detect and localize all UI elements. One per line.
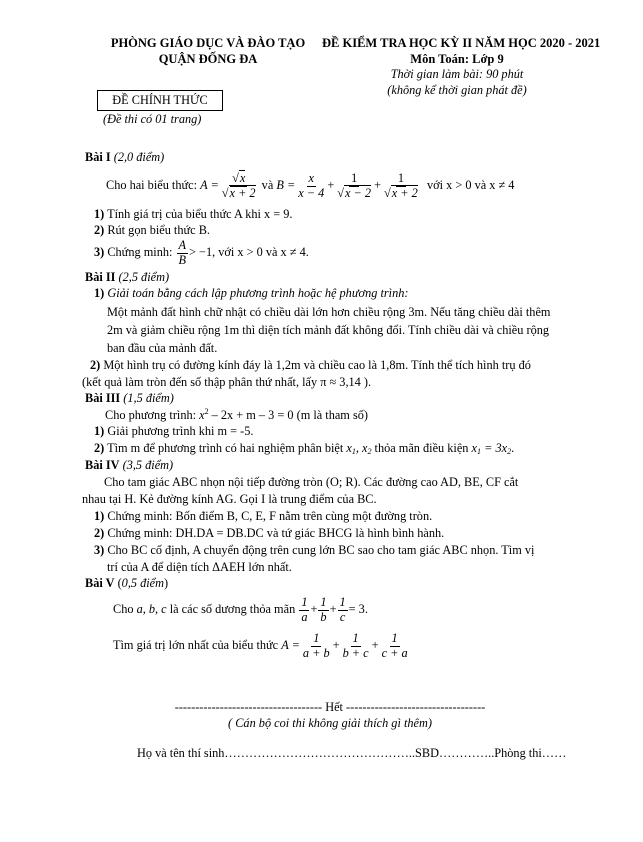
bai4-q3-line2: trí của A để diện tích ΔAEH lớn nhất. bbox=[107, 560, 292, 574]
exam-duration-note: (không kể thời gian phát đề) bbox=[387, 82, 527, 97]
bai3-q1 bbox=[94, 424, 253, 439]
bai4-q2 bbox=[94, 526, 444, 541]
expr-b-frac2: $\frac{1}{√x - 2}$ bbox=[337, 170, 372, 200]
expr-b-f2-num: 1 bbox=[351, 170, 358, 185]
bai3-q2 bbox=[94, 441, 514, 457]
expr-b-frac1 bbox=[296, 172, 326, 200]
frac-num: 1 bbox=[313, 630, 320, 645]
bai3-heading bbox=[85, 391, 174, 406]
frac-1-c bbox=[338, 596, 348, 624]
q-text: Giải toán bằng cách lập phương trình hoặc hệ phương trình: bbox=[107, 286, 409, 300]
root-condition: $x_1 = 3x_2$ bbox=[471, 441, 512, 456]
frac-a-b bbox=[301, 632, 332, 660]
q-number: 2) bbox=[94, 526, 105, 540]
q-text: Cho phương trình: bbox=[105, 408, 197, 422]
q-text: Cho BC cố định, A chuyển động trên cung lớn BC sao cho tam giác ABC nhọn. Tìm vị bbox=[107, 543, 535, 557]
frac-1-b bbox=[318, 596, 328, 624]
q-text: Giải phương trình khi m = -5. bbox=[107, 424, 254, 438]
expr-lhs: A = bbox=[281, 638, 300, 653]
frac-num: 1 bbox=[391, 630, 398, 645]
department-line1: PHÒNG GIÁO DỤC VÀ ĐÀO TẠO bbox=[110, 36, 306, 50]
frac-1-a bbox=[299, 596, 309, 624]
bai2-q2-line1 bbox=[90, 358, 531, 373]
q-number: 2) bbox=[90, 358, 101, 372]
ratio-num: A bbox=[178, 237, 187, 252]
q-text: Tìm m để phương trình có hai nghiệm phân biệt bbox=[107, 441, 344, 455]
plus-sign: + bbox=[374, 178, 381, 193]
q-number: 3) bbox=[94, 245, 105, 260]
bai2-heading bbox=[85, 270, 169, 285]
bai4-heading bbox=[85, 458, 173, 473]
eq-exponent: 2 bbox=[204, 407, 209, 416]
bai4-intro-line1: Cho tam giác ABC nhọn nội tiếp đường tròn (O; R). Các đường cao AD, BE, CF cắt bbox=[104, 475, 519, 489]
frac-c-a bbox=[380, 632, 410, 660]
proctor-note: ( Cán bộ coi thi không giải thích gì thêm) bbox=[228, 716, 432, 730]
q-text: > −1, với x > 0 và x ≠ 4. bbox=[189, 245, 309, 260]
bai4-q3 bbox=[94, 543, 534, 558]
q-text: Một hình trụ có đường kính đáy là 1,2m và chiều cao là 1,8m. Tính thể tích hình trụ đó bbox=[103, 358, 531, 372]
frac-den: c bbox=[339, 609, 346, 624]
q-text: . bbox=[511, 441, 515, 455]
bai1-q1 bbox=[94, 207, 293, 222]
bai4-title: Bài IV bbox=[85, 458, 120, 472]
expr-b-lhs: B = bbox=[276, 178, 296, 193]
q-number: 1) bbox=[94, 286, 105, 300]
expr-b-f3-num: 1 bbox=[397, 170, 404, 185]
exam-header bbox=[322, 36, 601, 98]
department-line2: QUẬN ĐỐNG ĐA bbox=[158, 51, 258, 66]
bai1-q3 bbox=[94, 238, 309, 268]
q-text: Cho bbox=[113, 602, 134, 617]
expr-b-f2-den: x − 2 bbox=[345, 185, 372, 200]
ratio-a-b bbox=[177, 239, 189, 267]
paragraph-line: ban đầu của mảnh đất. bbox=[107, 341, 218, 355]
q-text: Tìm giá trị lớn nhất của biểu thức bbox=[113, 638, 279, 653]
frac-den: a bbox=[301, 609, 308, 624]
bai4-intro-line2: nhau tại H. Kẻ đường kính AG. Gọi I là trung điểm của BC. bbox=[82, 492, 377, 506]
eq-var: x bbox=[199, 408, 205, 422]
bai1-heading bbox=[85, 150, 164, 165]
q-text: Chứng minh: Bốn điểm B, C, E, F nằm trên cùng một đường tròn. bbox=[107, 509, 433, 523]
frac-den: c + a bbox=[381, 645, 408, 660]
frac-num: 1 bbox=[320, 594, 327, 609]
expr-b-f3-den: x + 2 bbox=[391, 185, 418, 200]
frac-den: b bbox=[320, 609, 327, 624]
expr-b-f1-num: x bbox=[308, 170, 315, 185]
paragraph-line: 2m và giảm chiều rộng 1m thì diện tích mảnh đất không đổi. Tính chiều dài và chiều rộng bbox=[107, 323, 550, 337]
q-number: 2) bbox=[94, 441, 105, 455]
eq-rest: – 2x + m – 3 = 0 (m là tham số) bbox=[208, 408, 368, 422]
and-word: và bbox=[261, 178, 274, 193]
frac-num: 1 bbox=[352, 630, 359, 645]
bai2-q2-line2: (kết quả làm tròn đến số thập phân thứ nhất, lấy π ≈ 3,14 ). bbox=[82, 375, 372, 389]
q-text: Chứng minh: DH.DA = DB.DC và tứ giác BHCG là hình bình hành. bbox=[107, 526, 445, 540]
student-info-line: Họ và tên thí sinh………………………………………..SBD…………..Phòng thi…… bbox=[137, 746, 567, 760]
equals-3: = 3. bbox=[348, 602, 368, 617]
subject-grade: Môn Toán: Lớp 9 bbox=[410, 51, 504, 66]
q-text: Tính giá trị của biểu thức A khi x = 9. bbox=[107, 207, 293, 221]
q-number: 1) bbox=[94, 509, 105, 523]
expr-a-num: x bbox=[239, 170, 246, 185]
bai3-title: Bài III bbox=[85, 391, 121, 405]
q-text: là các số dương thỏa mãn bbox=[169, 602, 296, 617]
expr-a-den: x + 2 bbox=[229, 185, 256, 200]
expr-a-fraction: $\frac{√x}{√x + 2}$ bbox=[221, 170, 256, 200]
end-marker: ------------------------------------ Hết ---------------------------------- bbox=[174, 700, 486, 714]
bai4-points: (3,5 điểm) bbox=[122, 458, 174, 472]
bai3-points: (1,5 điểm) bbox=[123, 391, 174, 405]
expr-b-frac3: $\frac{1}{√x + 2}$ bbox=[384, 170, 418, 200]
variables: a, b, c bbox=[136, 602, 167, 617]
bai2-points: (2,5 điểm) bbox=[118, 270, 170, 284]
frac-den: b + c bbox=[342, 645, 369, 660]
bai3-intro bbox=[105, 407, 368, 423]
page-count-note: (Đề thi có 01 trang) bbox=[103, 112, 202, 126]
q-text: thỏa mãn điều kiện bbox=[374, 441, 469, 455]
plus-sign: + bbox=[310, 602, 318, 617]
bai5-points: 0,5 điểm bbox=[121, 576, 165, 590]
bai1-condition: với x > 0 và x ≠ 4 bbox=[426, 178, 515, 193]
bai5-line1 bbox=[113, 592, 368, 628]
plus-sign: + bbox=[371, 638, 379, 653]
bai2-q1-title bbox=[94, 286, 408, 301]
bai1-intro: Cho hai biểu thức: bbox=[106, 178, 198, 193]
frac-num: 1 bbox=[301, 594, 308, 609]
bai4-q1 bbox=[94, 509, 432, 524]
plus-sign: + bbox=[329, 602, 337, 617]
department-name bbox=[88, 36, 328, 67]
exam-title: ĐỀ KIỂM TRA HỌC KỲ II NĂM HỌC 2020 - 2021 bbox=[322, 36, 601, 50]
expr-b-f1-den: x − 4 bbox=[298, 185, 325, 200]
bai5-heading: Bài V (0,5 điểm) bbox=[85, 576, 169, 590]
official-badge: ĐỀ CHÍNH THỨC bbox=[97, 90, 223, 111]
ratio-den: B bbox=[178, 252, 187, 267]
q-number: 1) bbox=[94, 424, 105, 438]
bai2-title: Bài II bbox=[85, 270, 116, 284]
frac-num: 1 bbox=[339, 594, 346, 609]
q-text: Chứng minh: bbox=[107, 245, 173, 260]
bai1-title: Bài I bbox=[85, 150, 111, 164]
q-number: 2) bbox=[94, 223, 105, 237]
bai1-q2 bbox=[94, 223, 210, 238]
bai5-line2 bbox=[113, 628, 411, 664]
exam-duration: Thời gian làm bài: 90 phút bbox=[390, 67, 524, 82]
paragraph-line: Một mảnh đất hình chữ nhật có chiều dài lớn hơn chiều rộng 3m. Nếu tăng chiều dài thêm bbox=[107, 305, 551, 319]
plus-sign: + bbox=[332, 638, 340, 653]
q-number: 1) bbox=[94, 207, 105, 221]
bai5-title: Bài V bbox=[85, 576, 115, 590]
plus-sign: + bbox=[327, 178, 335, 193]
roots: $x_1$, $x_2$ bbox=[346, 441, 372, 456]
bai1-expressions bbox=[106, 166, 514, 206]
q-number: 3) bbox=[94, 543, 105, 557]
bai1-points: (2,0 điểm) bbox=[113, 150, 165, 164]
frac-b-c bbox=[341, 632, 371, 660]
frac-den: a + b bbox=[302, 645, 330, 660]
q-text: Rút gọn biểu thức B. bbox=[107, 223, 210, 237]
expr-a-lhs: A = bbox=[200, 178, 219, 193]
bai2-q1-body bbox=[107, 303, 550, 357]
